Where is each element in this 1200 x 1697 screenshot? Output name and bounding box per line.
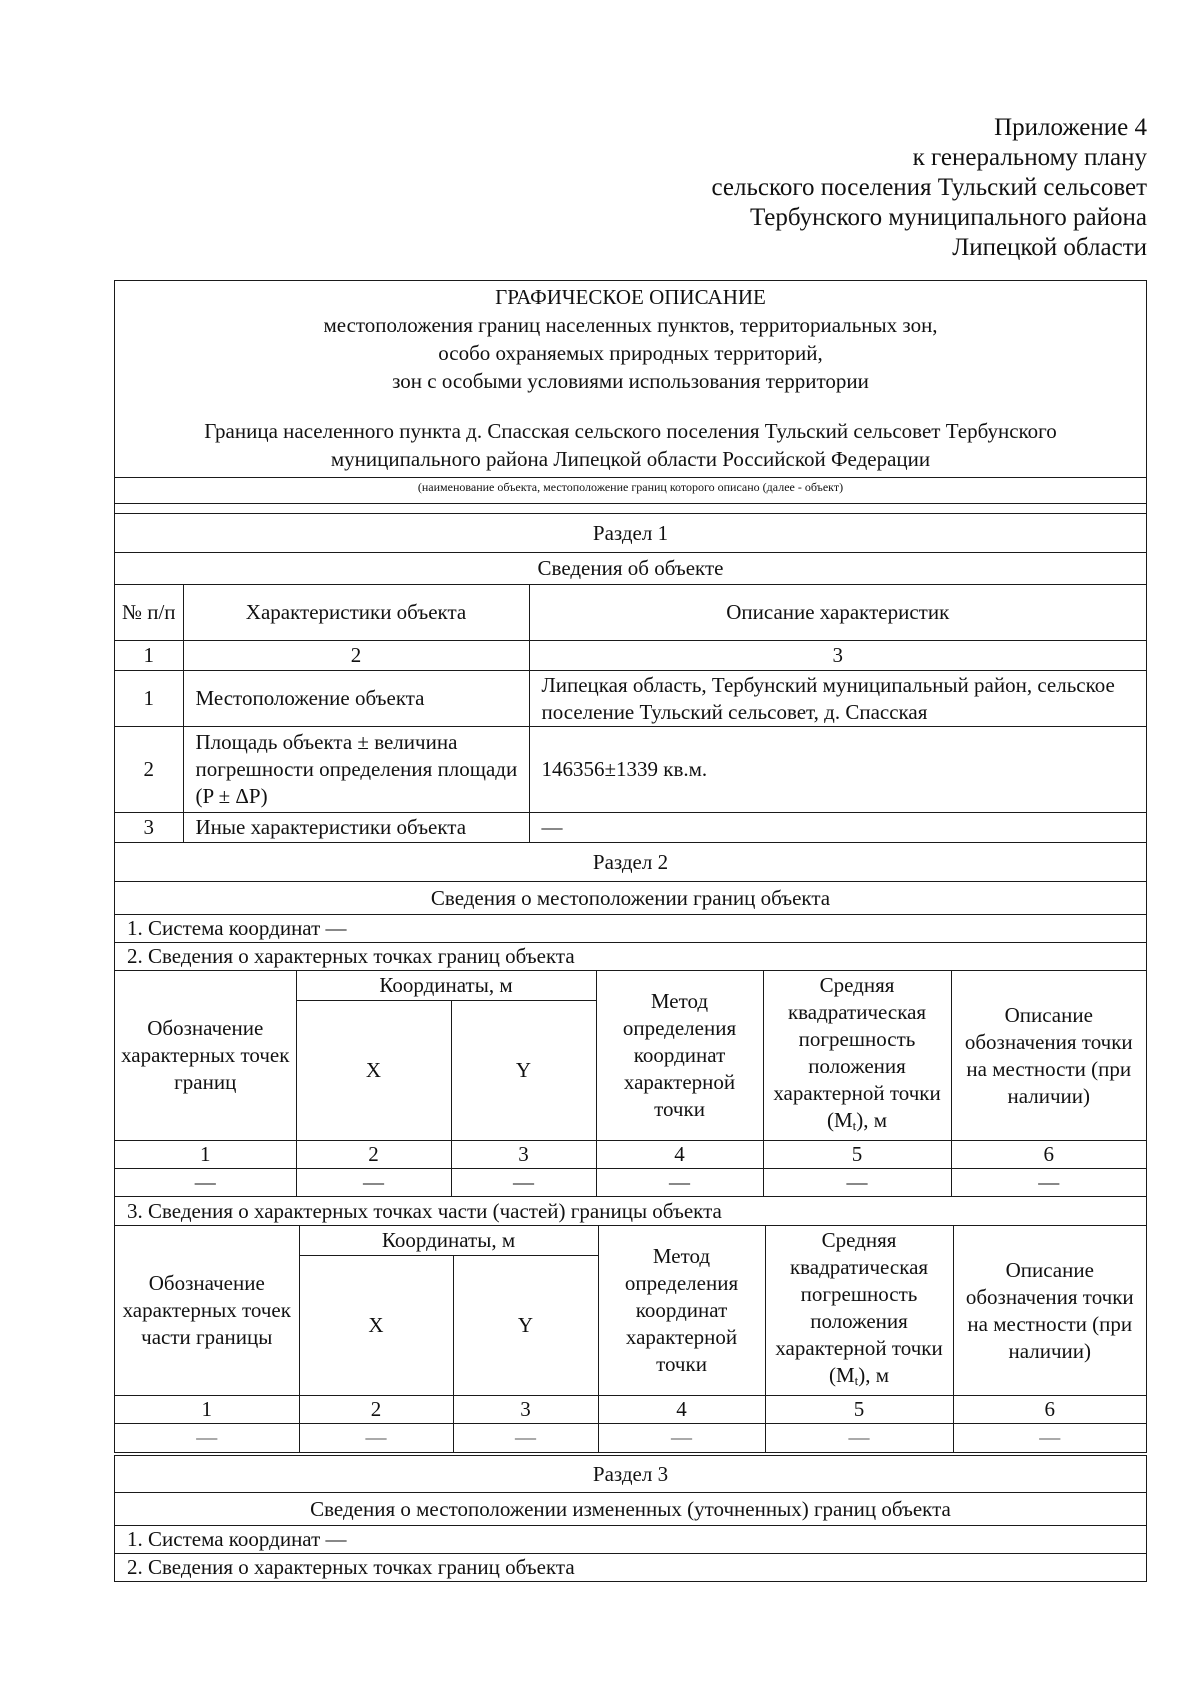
object-table — [115, 584, 1146, 843]
row-num: 3 — [115, 813, 183, 843]
row-value: 146356±1339 кв.м. — [529, 727, 1146, 813]
index-cell: 4 — [598, 1396, 765, 1424]
appendix-header — [711, 113, 1147, 263]
index-cell: 5 — [763, 1141, 951, 1169]
header-block — [115, 281, 1146, 477]
col-points-header: Обозначение характерных точек части границы — [115, 1226, 299, 1396]
data-cell: — — [451, 1169, 596, 1197]
points-table — [115, 970, 1146, 1197]
index-cell: 1 — [115, 1396, 299, 1424]
col-error-header — [763, 971, 951, 1141]
appendix-line: сельского поселения Тульский сельсовет — [711, 174, 1147, 201]
index-cell: 3 — [453, 1396, 598, 1424]
index-cell: 2 — [299, 1396, 453, 1424]
appendix-line: Липецкой области — [952, 234, 1147, 261]
index-cell: 1 — [115, 1141, 296, 1169]
col-y-header: Y — [451, 1001, 596, 1141]
index-cell: 6 — [951, 1141, 1146, 1169]
error-header-text: Средняя квадратическая погрешность положения характерной точки (M — [775, 1228, 943, 1387]
col-error-header — [765, 1226, 953, 1396]
data-cell: — — [115, 1424, 299, 1452]
data-cell: — — [296, 1169, 451, 1197]
col-desc-header: Описание обозначения точки на местности (при наличии) — [953, 1226, 1146, 1396]
appendix-line: Приложение 4 — [994, 114, 1147, 141]
table-row — [115, 1424, 1146, 1452]
data-cell: — — [596, 1169, 763, 1197]
section3-box — [114, 1455, 1147, 1582]
table-row — [115, 1169, 1146, 1197]
section2-title: Раздел 2 — [592, 849, 669, 874]
col-x-header: X — [296, 1001, 451, 1141]
error-header-text: Средняя квадратическая погрешность положения характерной точки (M — [773, 973, 941, 1132]
section1-title: Раздел 1 — [115, 513, 1146, 552]
parts-title: 3. Сведения о характерных точках части (частей) границы объекта — [127, 1198, 722, 1223]
col-char-header: Характеристики объекта — [183, 585, 529, 641]
form-subtitle: особо охраняемых природных территорий, — [438, 341, 823, 365]
data-cell: — — [299, 1424, 453, 1452]
row-name: Иные характеристики объекта — [183, 813, 529, 843]
data-cell: — — [951, 1169, 1146, 1197]
error-header-text: ), м — [856, 1108, 888, 1132]
table-row — [115, 813, 1146, 843]
section2-subtitle: Сведения о местоположении границ объекта — [115, 881, 1146, 914]
points-title: 2. Сведения о характерных точках границ объекта — [115, 1553, 1146, 1581]
col-method-header: Метод определения координат характерной точки — [598, 1226, 765, 1396]
spacer-row — [115, 503, 1146, 513]
points-title: 2. Сведения о характерных точках границ объекта — [115, 942, 1146, 970]
table-header-row — [115, 971, 1146, 1001]
error-header-sub: t — [854, 1373, 859, 1388]
data-cell: — — [953, 1424, 1146, 1452]
data-cell: — — [115, 1169, 296, 1197]
parts-table — [115, 1225, 1146, 1452]
col-x-header: X — [299, 1256, 453, 1396]
table-header-row — [115, 1226, 1146, 1256]
data-cell: — — [763, 1169, 951, 1197]
appendix-line: Тербунского муниципального района — [749, 204, 1147, 231]
col-num-header: № п/п — [115, 585, 183, 641]
table-row — [115, 727, 1146, 813]
form-title: ГРАФИЧЕСКОЕ ОПИСАНИЕ — [495, 285, 766, 309]
section1-subtitle: Сведения об объекте — [115, 552, 1146, 584]
table-index-row — [115, 1396, 1146, 1424]
error-header-text: ), м — [858, 1363, 890, 1387]
row-num: 2 — [115, 727, 183, 813]
object-caption: (наименование объекта, местоположение границ которого описано (далее - объект) — [115, 477, 1146, 503]
error-header-sub: t — [852, 1118, 857, 1133]
col-y-header: Y — [453, 1256, 598, 1396]
data-cell: — — [765, 1424, 953, 1452]
index-cell: 2 — [183, 641, 529, 671]
table-header-row — [115, 585, 1146, 641]
row-name: Площадь объекта ± величина погрешности определения площади (P ± ΔP) — [183, 727, 529, 813]
row-value: Липецкая область, Тербунский муниципальный район, сельское поселение Тульский сельсовет, д. Спасская — [529, 671, 1146, 727]
col-desc-header: Описание обозначения точки на местности (при наличии) — [951, 971, 1146, 1141]
col-method-header: Метод определения координат характерной точки — [596, 971, 763, 1141]
index-cell: 4 — [596, 1141, 763, 1169]
row-name: Местоположение объекта — [183, 671, 529, 727]
index-cell: 3 — [451, 1141, 596, 1169]
row-num: 1 — [115, 671, 183, 727]
coord-system-line: 1. Система координат — — [115, 1525, 1146, 1553]
table-index-row — [115, 1141, 1146, 1169]
main-form-box — [114, 280, 1147, 1453]
row-value: — — [529, 813, 1146, 843]
index-cell: 2 — [296, 1141, 451, 1169]
col-points-header: Обозначение характерных точек границ — [115, 971, 296, 1141]
index-cell: 5 — [765, 1396, 953, 1424]
index-cell: 6 — [953, 1396, 1146, 1424]
form-subtitle: зон с особыми условиями использования территории — [392, 369, 869, 393]
table-row — [115, 671, 1146, 727]
appendix-line: к генеральному плану — [912, 144, 1147, 171]
data-cell: — — [453, 1424, 598, 1452]
object-name: Граница населенного пункта д. Спасская сельского поселения Тульский сельсовет Тербунского — [204, 419, 1057, 443]
col-coords-header: Координаты, м — [299, 1226, 598, 1256]
col-coords-header: Координаты, м — [296, 971, 596, 1001]
table-index-row — [115, 641, 1146, 671]
index-cell: 3 — [529, 641, 1146, 671]
section3-subtitle: Сведения о местоположении измененных (уточненных) границ объекта — [115, 1492, 1146, 1525]
section3-title: Раздел 3 — [592, 1461, 669, 1486]
form-subtitle: местоположения границ населенных пунктов, территориальных зон, — [323, 313, 938, 337]
coord-system-line: 1. Система координат — — [115, 914, 1146, 942]
index-cell: 1 — [115, 641, 183, 671]
col-desc-header: Описание характеристик — [529, 585, 1146, 641]
object-name: муниципального района Липецкой области Российской Федерации — [330, 447, 931, 471]
data-cell: — — [598, 1424, 765, 1452]
